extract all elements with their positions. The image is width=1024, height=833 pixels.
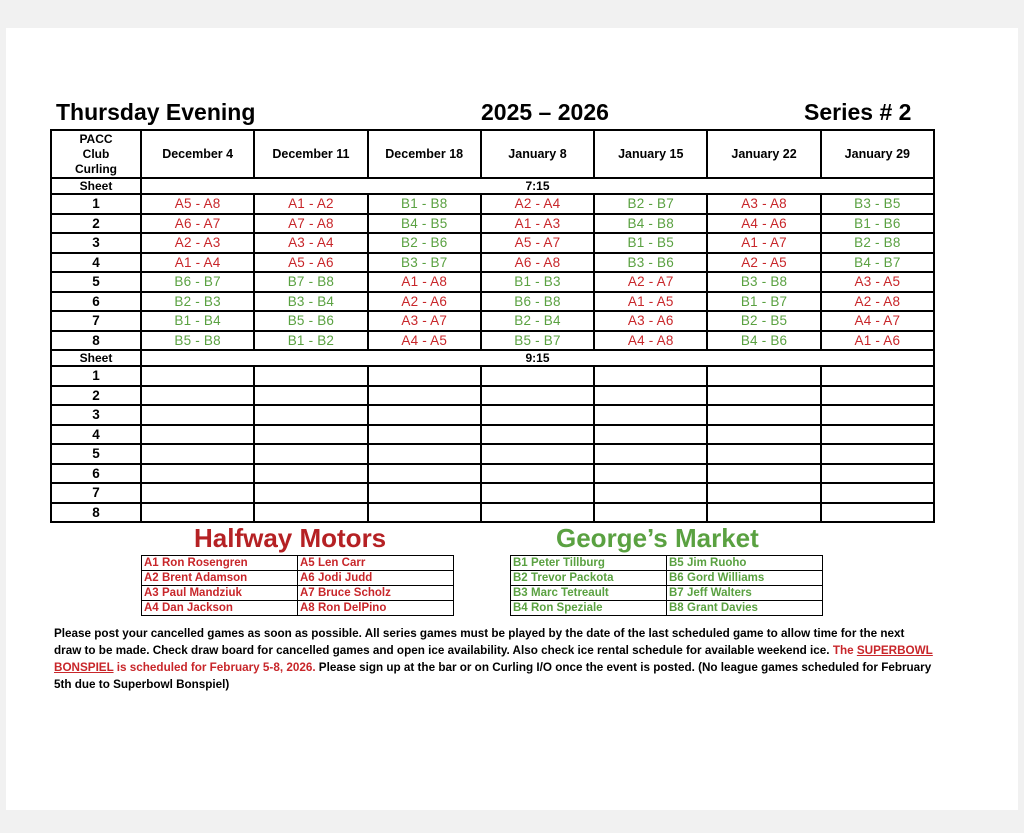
- game-cell: B2 - B7: [594, 194, 707, 214]
- player-name: Grant Davies: [685, 601, 823, 616]
- sheet-number: 6: [51, 292, 141, 312]
- player-name: Jim Ruoho: [685, 556, 823, 571]
- game-cell: A6 - A7: [141, 214, 254, 234]
- game-cell: A2 - A6: [368, 292, 481, 312]
- game-cell: A3 - A6: [594, 311, 707, 331]
- game-cell: B2 - B8: [821, 233, 934, 253]
- empty-cell: [368, 444, 481, 464]
- game-cell: B2 - B4: [481, 311, 594, 331]
- empty-cell: [707, 483, 820, 503]
- game-cell: A1 - A8: [368, 272, 481, 292]
- club-label-line: Club: [82, 146, 110, 161]
- sheet-number: 1: [51, 366, 141, 386]
- game-cell: A2 - A3: [141, 233, 254, 253]
- sheet-number: 3: [51, 405, 141, 425]
- empty-cell: [821, 386, 934, 406]
- sheet-row: [51, 331, 934, 351]
- player-code: A6: [298, 571, 317, 586]
- game-cell: B5 - B8: [141, 331, 254, 351]
- sheet-label: Sheet: [51, 178, 141, 194]
- sheet-number: 5: [51, 444, 141, 464]
- game-cell: A1 - A6: [821, 331, 934, 351]
- empty-cell: [821, 444, 934, 464]
- sheet-row: [51, 194, 934, 214]
- empty-cell: [368, 503, 481, 523]
- draw-time: 7:15: [141, 178, 934, 194]
- game-cell: A4 - A8: [594, 331, 707, 351]
- game-cell: A1 - A2: [254, 194, 367, 214]
- schedule-header-row: [51, 130, 934, 178]
- game-cell: B1 - B6: [821, 214, 934, 234]
- game-cell: B3 - B6: [594, 253, 707, 273]
- empty-cell: [481, 444, 594, 464]
- game-cell: A1 - A3: [481, 214, 594, 234]
- sheet-number: 2: [51, 214, 141, 234]
- sheet-number: 2: [51, 386, 141, 406]
- empty-cell: [141, 444, 254, 464]
- player-name: Len Carr: [316, 556, 454, 571]
- player-code: B6: [667, 571, 686, 586]
- sheet-row: [51, 214, 934, 234]
- empty-cell: [594, 405, 707, 425]
- empty-cell: [821, 483, 934, 503]
- sheet-number: 4: [51, 253, 141, 273]
- sheet-number: 8: [51, 331, 141, 351]
- game-cell: B3 - B8: [707, 272, 820, 292]
- sheet-row: [51, 425, 934, 445]
- empty-cell: [821, 503, 934, 523]
- player-code: A8: [298, 601, 317, 616]
- player-code: A1: [142, 556, 161, 571]
- game-cell: B3 - B5: [821, 194, 934, 214]
- empty-cell: [141, 425, 254, 445]
- player-name: Jeff Walters: [685, 586, 823, 601]
- empty-cell: [707, 405, 820, 425]
- player-name: Marc Tetreault: [529, 586, 667, 601]
- empty-cell: [481, 425, 594, 445]
- game-cell: B1 - B2: [254, 331, 367, 351]
- player-name: Peter Tillburg: [529, 556, 667, 571]
- draw-schedule-table: [50, 129, 935, 523]
- roster-row: [511, 556, 823, 571]
- empty-cell: [707, 386, 820, 406]
- empty-cell: [821, 405, 934, 425]
- empty-cell: [821, 464, 934, 484]
- player-code: A7: [298, 586, 317, 601]
- player-code: B4: [511, 601, 530, 616]
- game-cell: A7 - A8: [254, 214, 367, 234]
- game-cell: A1 - A7: [707, 233, 820, 253]
- game-cell: B4 - B8: [594, 214, 707, 234]
- game-cell: B4 - B7: [821, 253, 934, 273]
- sheet-number: 8: [51, 503, 141, 523]
- roster-row: [511, 601, 823, 616]
- empty-cell: [368, 425, 481, 445]
- empty-cell: [707, 464, 820, 484]
- notice-signup: Please sign up at the bar or on Curling I/O once the event is posted. (No league games scheduled for February 5th due to Superbowl Bonspiel): [54, 661, 932, 691]
- game-cell: B1 - B7: [707, 292, 820, 312]
- sheet-row: [51, 503, 934, 523]
- empty-cell: [707, 444, 820, 464]
- game-cell: B5 - B7: [481, 331, 594, 351]
- sheet-number: 7: [51, 311, 141, 331]
- sheet-row: [51, 483, 934, 503]
- date-header: January 8: [481, 130, 594, 178]
- empty-cell: [368, 405, 481, 425]
- empty-cell: [594, 464, 707, 484]
- player-name: Brent Adamson: [160, 571, 298, 586]
- player-name: Ron Rosengren: [160, 556, 298, 571]
- empty-cell: [594, 483, 707, 503]
- player-code: B5: [667, 556, 686, 571]
- empty-cell: [594, 425, 707, 445]
- game-cell: B1 - B5: [594, 233, 707, 253]
- game-cell: B1 - B3: [481, 272, 594, 292]
- empty-cell: [481, 483, 594, 503]
- game-cell: A3 - A5: [821, 272, 934, 292]
- sheet-label: Sheet: [51, 350, 141, 366]
- empty-cell: [141, 386, 254, 406]
- game-cell: A4 - A7: [821, 311, 934, 331]
- roster-row: [511, 571, 823, 586]
- empty-cell: [254, 405, 367, 425]
- game-cell: A5 - A7: [481, 233, 594, 253]
- empty-cell: [254, 503, 367, 523]
- game-cell: B4 - B5: [368, 214, 481, 234]
- player-name: Bruce Scholz: [316, 586, 454, 601]
- notice-text: Please post your cancelled games as soon as possible. All series games must be played by the date of the last scheduled game to allow time for the next draw to be made. Check draw board for cancelled games and open ice availability. Also check ice rental schedule for available weekend ice.: [54, 627, 905, 657]
- roster-row: [142, 601, 454, 616]
- sheet-row: [51, 444, 934, 464]
- empty-cell: [481, 503, 594, 523]
- sheet-number: 7: [51, 483, 141, 503]
- date-header: December 11: [254, 130, 367, 178]
- sheet-row: [51, 366, 934, 386]
- empty-cell: [707, 503, 820, 523]
- roster-row: [142, 556, 454, 571]
- game-cell: A6 - A8: [481, 253, 594, 273]
- empty-cell: [141, 503, 254, 523]
- player-name: Dan Jackson: [160, 601, 298, 616]
- player-code: A4: [142, 601, 161, 616]
- sheet-row: [51, 386, 934, 406]
- team-b-roster: [510, 555, 823, 616]
- game-cell: B2 - B6: [368, 233, 481, 253]
- date-header: January 29: [821, 130, 934, 178]
- season-title: 2025 – 2026: [481, 99, 609, 125]
- draw-time-row: [51, 178, 934, 194]
- player-name: Trevor Packota: [529, 571, 667, 586]
- roster-row: [142, 586, 454, 601]
- empty-cell: [594, 366, 707, 386]
- empty-cell: [141, 366, 254, 386]
- bonspiel-link[interactable]: SUPERBOWL BONSPIEL: [54, 644, 933, 674]
- game-cell: B4 - B6: [707, 331, 820, 351]
- game-cell: A4 - A5: [368, 331, 481, 351]
- sheet-row: [51, 292, 934, 312]
- game-cell: B7 - B8: [254, 272, 367, 292]
- sheet-number: 6: [51, 464, 141, 484]
- empty-cell: [141, 483, 254, 503]
- series-title: Series # 2: [804, 99, 912, 125]
- date-header: December 4: [141, 130, 254, 178]
- roster-row: [142, 571, 454, 586]
- roster-row: [511, 586, 823, 601]
- player-code: B7: [667, 586, 686, 601]
- draw-time-row: [51, 350, 934, 366]
- empty-cell: [368, 386, 481, 406]
- empty-cell: [594, 386, 707, 406]
- game-cell: A1 - A5: [594, 292, 707, 312]
- player-code: A3: [142, 586, 161, 601]
- game-cell: A5 - A6: [254, 253, 367, 273]
- player-name: Gord Williams: [685, 571, 823, 586]
- date-header: December 18: [368, 130, 481, 178]
- game-cell: B6 - B8: [481, 292, 594, 312]
- player-code: B3: [511, 586, 530, 601]
- empty-cell: [821, 366, 934, 386]
- empty-cell: [368, 366, 481, 386]
- game-cell: A5 - A8: [141, 194, 254, 214]
- draw-time: 9:15: [141, 350, 934, 366]
- player-code: B1: [511, 556, 530, 571]
- game-cell: B2 - B5: [707, 311, 820, 331]
- empty-cell: [368, 464, 481, 484]
- game-cell: B3 - B7: [368, 253, 481, 273]
- game-cell: A2 - A8: [821, 292, 934, 312]
- date-header: January 22: [707, 130, 820, 178]
- player-name: Ron DelPino: [316, 601, 454, 616]
- game-cell: B2 - B3: [141, 292, 254, 312]
- empty-cell: [368, 483, 481, 503]
- game-cell: B3 - B4: [254, 292, 367, 312]
- game-cell: B1 - B8: [368, 194, 481, 214]
- empty-cell: [481, 386, 594, 406]
- game-cell: B6 - B7: [141, 272, 254, 292]
- empty-cell: [254, 464, 367, 484]
- game-cell: A3 - A7: [368, 311, 481, 331]
- game-cell: A2 - A7: [594, 272, 707, 292]
- club-label-line: PACC: [79, 131, 113, 146]
- sheet-row: [51, 405, 934, 425]
- league-notice: [54, 625, 934, 693]
- empty-cell: [481, 464, 594, 484]
- empty-cell: [707, 425, 820, 445]
- empty-cell: [481, 366, 594, 386]
- notice-highlight: The: [832, 644, 857, 657]
- game-cell: A2 - A5: [707, 253, 820, 273]
- empty-cell: [141, 405, 254, 425]
- empty-cell: [141, 464, 254, 484]
- sheet-number: 5: [51, 272, 141, 292]
- club-label: [51, 130, 141, 178]
- player-code: A5: [298, 556, 317, 571]
- empty-cell: [594, 444, 707, 464]
- bonspiel-dates: is scheduled for February 5-8, 2026.: [113, 661, 316, 674]
- player-name: Jodi Judd: [316, 571, 454, 586]
- game-cell: A2 - A4: [481, 194, 594, 214]
- player-name: Paul Mandziuk: [160, 586, 298, 601]
- date-header: January 15: [594, 130, 707, 178]
- empty-cell: [254, 425, 367, 445]
- empty-cell: [821, 425, 934, 445]
- sheet-row: [51, 311, 934, 331]
- team-a-roster: [141, 555, 454, 616]
- game-cell: B1 - B4: [141, 311, 254, 331]
- empty-cell: [254, 483, 367, 503]
- league-title: Thursday Evening: [56, 99, 256, 125]
- game-cell: A4 - A6: [707, 214, 820, 234]
- team-b-name: George’s Market: [556, 523, 759, 553]
- player-name: Ron Speziale: [529, 601, 667, 616]
- sheet-number: 4: [51, 425, 141, 445]
- game-cell: A3 - A8: [707, 194, 820, 214]
- empty-cell: [707, 366, 820, 386]
- empty-cell: [481, 405, 594, 425]
- sheet-row: [51, 253, 934, 273]
- club-label-line: Curling: [75, 161, 117, 176]
- player-code: B2: [511, 571, 530, 586]
- team-a-name: Halfway Motors: [194, 523, 387, 553]
- sheet-row: [51, 272, 934, 292]
- sheet-row: [51, 464, 934, 484]
- sheet-row: [51, 233, 934, 253]
- player-code: B8: [667, 601, 686, 616]
- empty-cell: [254, 386, 367, 406]
- player-code: A2: [142, 571, 161, 586]
- empty-cell: [254, 444, 367, 464]
- game-cell: B5 - B6: [254, 311, 367, 331]
- sheet-number: 3: [51, 233, 141, 253]
- game-cell: A3 - A4: [254, 233, 367, 253]
- sheet-number: 1: [51, 194, 141, 214]
- game-cell: A1 - A4: [141, 253, 254, 273]
- empty-cell: [594, 503, 707, 523]
- empty-cell: [254, 366, 367, 386]
